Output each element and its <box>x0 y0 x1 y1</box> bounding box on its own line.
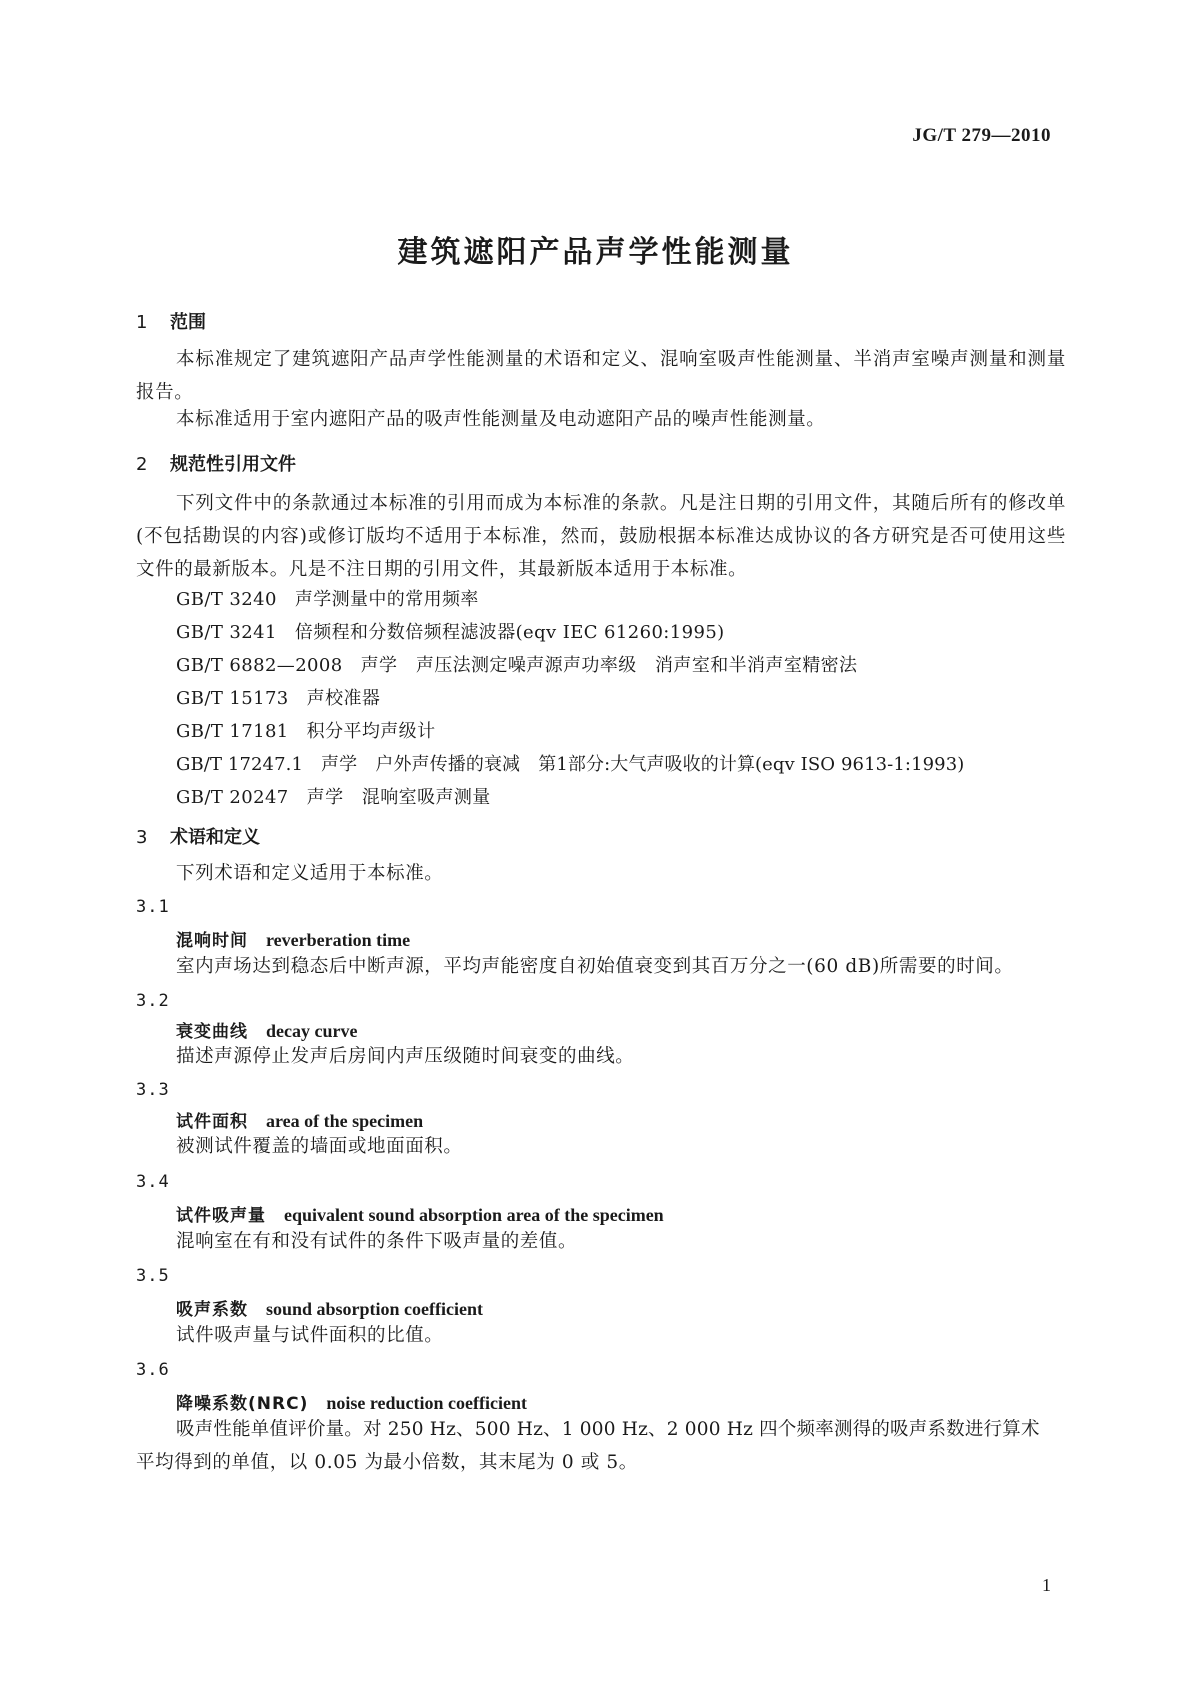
reference-title: 声学测量中的常用频率 <box>294 589 479 610</box>
term-en: sound absorption coefficient <box>266 1299 484 1319</box>
term-en: equivalent sound absorption area of the specimen <box>284 1205 664 1225</box>
term-heading <box>136 1201 1106 1226</box>
standard-code: JG/T 279—2010 <box>912 125 1051 146</box>
term-en: noise reduction coefficient <box>326 1393 527 1413</box>
term-number: 3.6 <box>136 1360 170 1380</box>
term-number: 3.1 <box>136 897 170 917</box>
section-1-paragraph-1: 本标准规定了建筑遮阳产品声学性能测量的术语和定义、混响室吸声性能测量、半消声室噪声测量和测量报告。 <box>136 349 1066 403</box>
reference-item <box>136 748 1106 781</box>
reference-item <box>136 781 1106 814</box>
section-title: 规范性引用文件 <box>170 454 296 475</box>
section-1-paragraph-2: 本标准适用于室内遮阳产品的吸声性能测量及电动遮阳产品的噪声性能测量。 <box>176 409 826 430</box>
reference-title: 声学 混响室吸声测量 <box>306 787 491 808</box>
term-zh: 衰变曲线 <box>176 1022 248 1042</box>
term-heading <box>136 1107 1106 1132</box>
section-title: 术语和定义 <box>170 827 260 848</box>
term-zh: 降噪系数(NRC) <box>176 1394 309 1414</box>
term-definition: 被测试件覆盖的墙面或地面面积。 <box>176 1136 463 1157</box>
reference-code: GB/T 17181 <box>176 721 289 742</box>
term-zh: 试件吸声量 <box>176 1206 266 1226</box>
term-heading <box>136 1017 1106 1042</box>
term-number: 3.5 <box>136 1266 170 1286</box>
reference-code: GB/T 6882—2008 <box>176 655 343 676</box>
term-en: area of the specimen <box>266 1111 424 1131</box>
term-definition-continued: 平均得到的单值，以 0.05 为最小倍数，其末尾为 0 或 5。 <box>136 1452 638 1473</box>
term-zh: 吸声系数 <box>176 1300 248 1320</box>
term-number: 3.3 <box>136 1080 170 1100</box>
term-heading <box>136 1295 1106 1320</box>
section-2-intro: 下列文件中的条款通过本标准的引用而成为本标准的条款。凡是注日期的引用文件，其随后所有的修改单(不包括勘误的内容)或修订版均不适用于本标准，然而，鼓励根据本标准达成协议的各方研究是否可使用这些文件的最新版本。凡是不注日期的引用文件，其最新版本适用于本标准。 <box>136 493 1066 580</box>
reference-code: GB/T 17247.1 <box>176 754 304 775</box>
reference-code: GB/T 15173 <box>176 688 289 709</box>
section-number: 2 <box>136 454 148 475</box>
term-en: reverberation time <box>266 930 411 950</box>
reference-code: GB/T 3240 <box>176 589 277 610</box>
term-heading <box>136 926 1106 951</box>
section-3-heading <box>136 823 1066 849</box>
reference-title: 声学 户外声传播的衰减 第1部分:大气声吸收的计算(eqv ISO 9613-1:1993) <box>321 754 965 775</box>
reference-title: 积分平均声级计 <box>306 721 436 742</box>
section-2-heading <box>136 450 1066 476</box>
section-title: 范围 <box>170 312 206 333</box>
term-number: 3.4 <box>136 1172 170 1192</box>
reference-code: GB/T 20247 <box>176 787 289 808</box>
section-number: 1 <box>136 312 148 333</box>
reference-item <box>136 616 1106 649</box>
term-zh: 试件面积 <box>176 1112 248 1132</box>
reference-title: 倍频程和分数倍频程滤波器(eqv IEC 61260:1995) <box>294 622 725 643</box>
term-definition: 试件吸声量与试件面积的比值。 <box>176 1325 444 1346</box>
section-1-heading <box>136 308 1066 334</box>
term-number: 3.2 <box>136 991 170 1011</box>
reference-item <box>136 583 1106 616</box>
reference-item <box>136 715 1106 748</box>
page-title: 建筑遮阳产品声学性能测量 <box>397 235 794 270</box>
term-en: decay curve <box>266 1021 358 1041</box>
term-definition: 吸声性能单值评价量。对 250 Hz、500 Hz、1 000 Hz、2 000 Hz 四个频率测得的吸声系数进行算术 <box>176 1419 1040 1440</box>
reference-title: 声学 声压法测定噪声源声功率级 消声室和半消声室精密法 <box>360 655 858 676</box>
term-definition: 描述声源停止发声后房间内声压级随时间衰变的曲线。 <box>176 1046 635 1067</box>
term-heading <box>136 1389 1106 1414</box>
page-number: 1 <box>1042 1575 1051 1595</box>
term-definition: 室内声场达到稳态后中断声源，平均声能密度自初始值衰变到其百万分之一(60 dB)所需要的时间。 <box>176 956 1014 977</box>
reference-title: 声校准器 <box>306 688 381 709</box>
reference-code: GB/T 3241 <box>176 622 277 643</box>
reference-item <box>136 682 1106 715</box>
reference-item <box>136 649 1106 682</box>
section-number: 3 <box>136 827 148 848</box>
term-definition: 混响室在有和没有试件的条件下吸声量的差值。 <box>176 1231 578 1252</box>
term-zh: 混响时间 <box>176 931 248 951</box>
section-3-intro: 下列术语和定义适用于本标准。 <box>176 863 444 884</box>
